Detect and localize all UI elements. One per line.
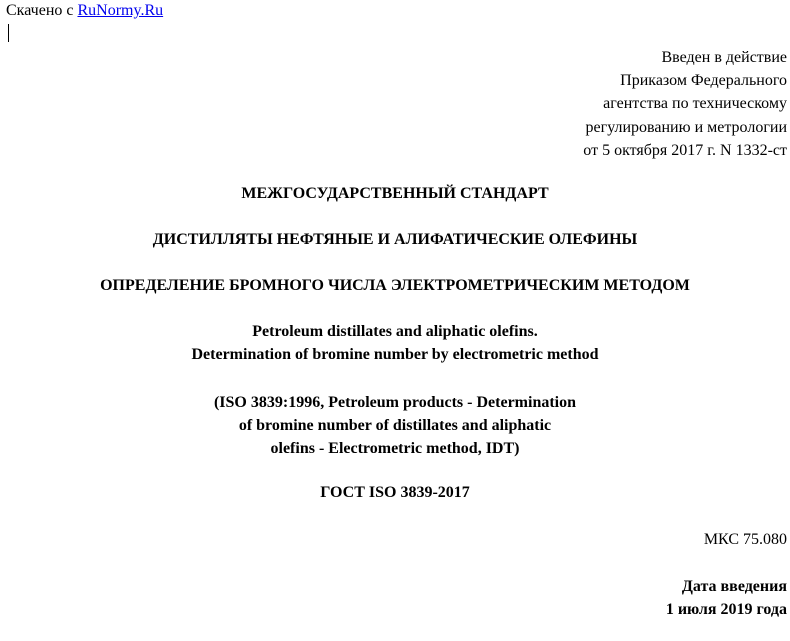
gost-code: ГОСТ ISO 3839-2017: [320, 484, 470, 501]
iso-reference: [0, 391, 790, 460]
document-title: ДИСТИЛЛЯТЫ НЕФТЯНЫЕ И АЛИФАТИЧЕСКИЕ ОЛЕФИНЫ: [152, 231, 638, 248]
intro-line: от 5 октября 2017 г. N 1332-ст: [583, 141, 787, 159]
english-title-line: Determination of bromine number by electrometric method: [191, 345, 599, 363]
intro-date-label: Дата введения: [681, 578, 787, 595]
document-subtitle: ОПРЕДЕЛЕНИЕ БРОМНОГО ЧИСЛА ЭЛЕКТРОМЕТРИЧЕСКИМ МЕТОДОМ: [100, 277, 690, 294]
source-prefix: Скачено с: [6, 2, 78, 19]
iso-reference-line: olefins - Electrometric method, IDT): [270, 440, 520, 457]
introduction-note: [583, 46, 787, 162]
intro-line: регулированию и метрологии: [585, 118, 787, 136]
iso-reference-line: (ISO 3839:1996, Petroleum products - Determination: [213, 394, 577, 411]
english-title-line: Petroleum distillates and aliphatic olefins.: [252, 323, 538, 340]
source-line: [6, 2, 163, 20]
english-title: [0, 321, 790, 366]
introduction-date: [666, 575, 787, 621]
text-cursor: [8, 24, 9, 42]
intro-line: Введен в действие: [661, 49, 787, 66]
iso-reference-line: of bromine number of distillates and aliphatic: [238, 417, 552, 434]
intro-line: Приказом Федерального: [620, 72, 787, 90]
source-link[interactable]: RuNormy.Ru: [77, 2, 164, 19]
mks-code: МКС 75.080: [703, 531, 787, 548]
standard-type: МЕЖГОСУДАРСТВЕННЫЙ СТАНДАРТ: [241, 185, 549, 202]
intro-line: агентства по техническому: [603, 95, 787, 113]
intro-date-value: 1 июля 2019 года: [665, 601, 787, 618]
